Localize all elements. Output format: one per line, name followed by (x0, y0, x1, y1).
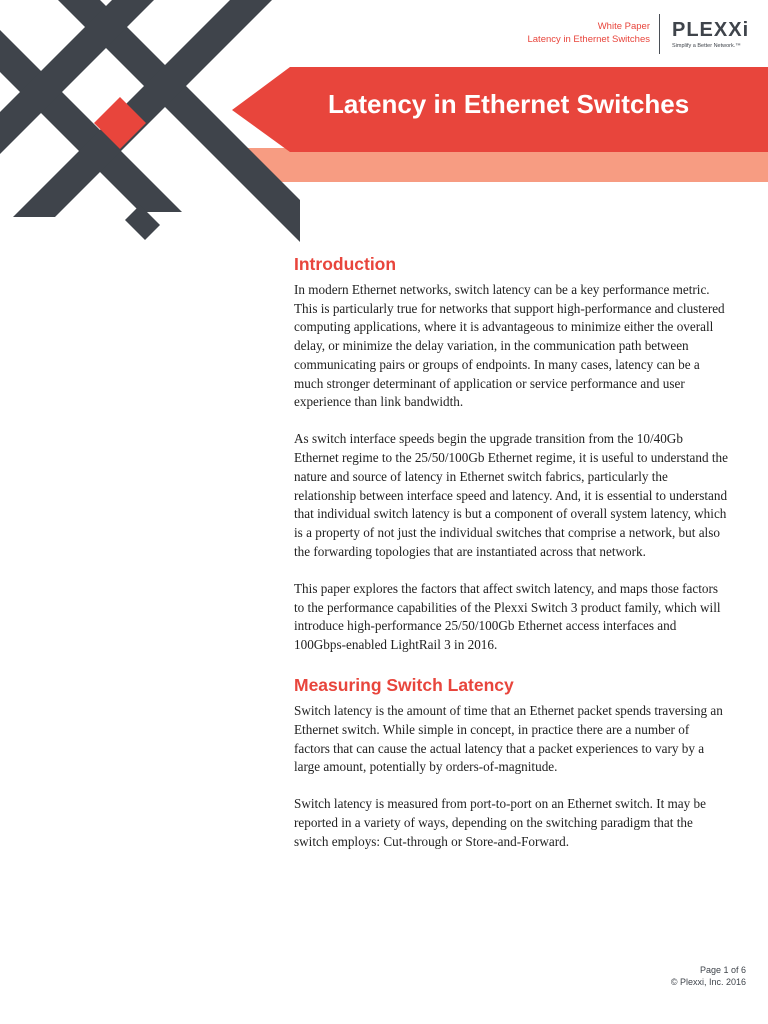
paragraph: In modern Ethernet networks, switch latency can be a key performance metric. This is particularly true for networks that support high-performance and clustered computing applications, where it is advantageous to minimize either the overall delay, or minimize the delay variation, in the communication path between communicating pairs or groups of endpoints. In many cases, latency can be a much stronger determinant of application or service performance and user experience than link bandwidth. (294, 282, 725, 410)
section-measuring-latency (294, 673, 728, 851)
main-content (294, 252, 728, 870)
paragraph: Switch latency is measured from port-to-port on an Ethernet switch. It may be reported in a variety of ways, depending on the switching paradigm that the switch employs: Cut-through or Store-and-Forward. (294, 796, 706, 849)
header-graphic (0, 0, 768, 260)
page-title: Latency in Ethernet Switches (328, 89, 690, 119)
page-number: Page 1 of 6 (699, 965, 746, 975)
logo-wordmark: PLEXXi (672, 19, 750, 41)
header-divider (659, 14, 660, 54)
paragraph: As switch interface speeds begin the upgrade transition from the 10/40Gb Ethernet regime to the 25/50/100Gb Ethernet regime, it is useful to understand the nature and source of latency in Ethernet switch fabrics, particularly the relationship between interface speed and latency. And, it is essential to understand that individual switch latency is but a component of overall system latency, which is a property of not just the individual switches that comprise a network, but also the forwarding topologies that are instantiated across that network. (294, 431, 728, 559)
logo-tagline: Simplify a Better Network.™ (672, 43, 741, 49)
copyright: © Plexxi, Inc. 2016 (670, 977, 746, 987)
doc-subtitle: Latency in Ethernet Switches (527, 34, 650, 45)
section-heading: Introduction (294, 254, 397, 274)
document-header (527, 20, 650, 46)
salmon-banner (230, 148, 768, 182)
doc-type: White Paper (597, 21, 650, 32)
paragraph: Switch latency is the amount of time that an Ethernet packet spends traversing an Ethernet switch. While simple in concept, in practice there are a number of factors that can cause the actual latency that a packet experiences to vary by a large amount, potentially by orders-of-magnitude. (294, 703, 723, 775)
plexxi-logo (672, 20, 749, 49)
page-footer (671, 964, 746, 988)
paragraph: This paper explores the factors that affect switch latency, and maps those factors to the performance capabilities of the Plexxi Switch 3 product family, which will introduce high-performance 25/50/100Gb Ethernet access interfaces and 100Gbps-enabled LightRail 3 in 2016. (294, 580, 721, 652)
section-introduction (294, 252, 728, 655)
section-heading: Measuring Switch Latency (294, 675, 514, 696)
